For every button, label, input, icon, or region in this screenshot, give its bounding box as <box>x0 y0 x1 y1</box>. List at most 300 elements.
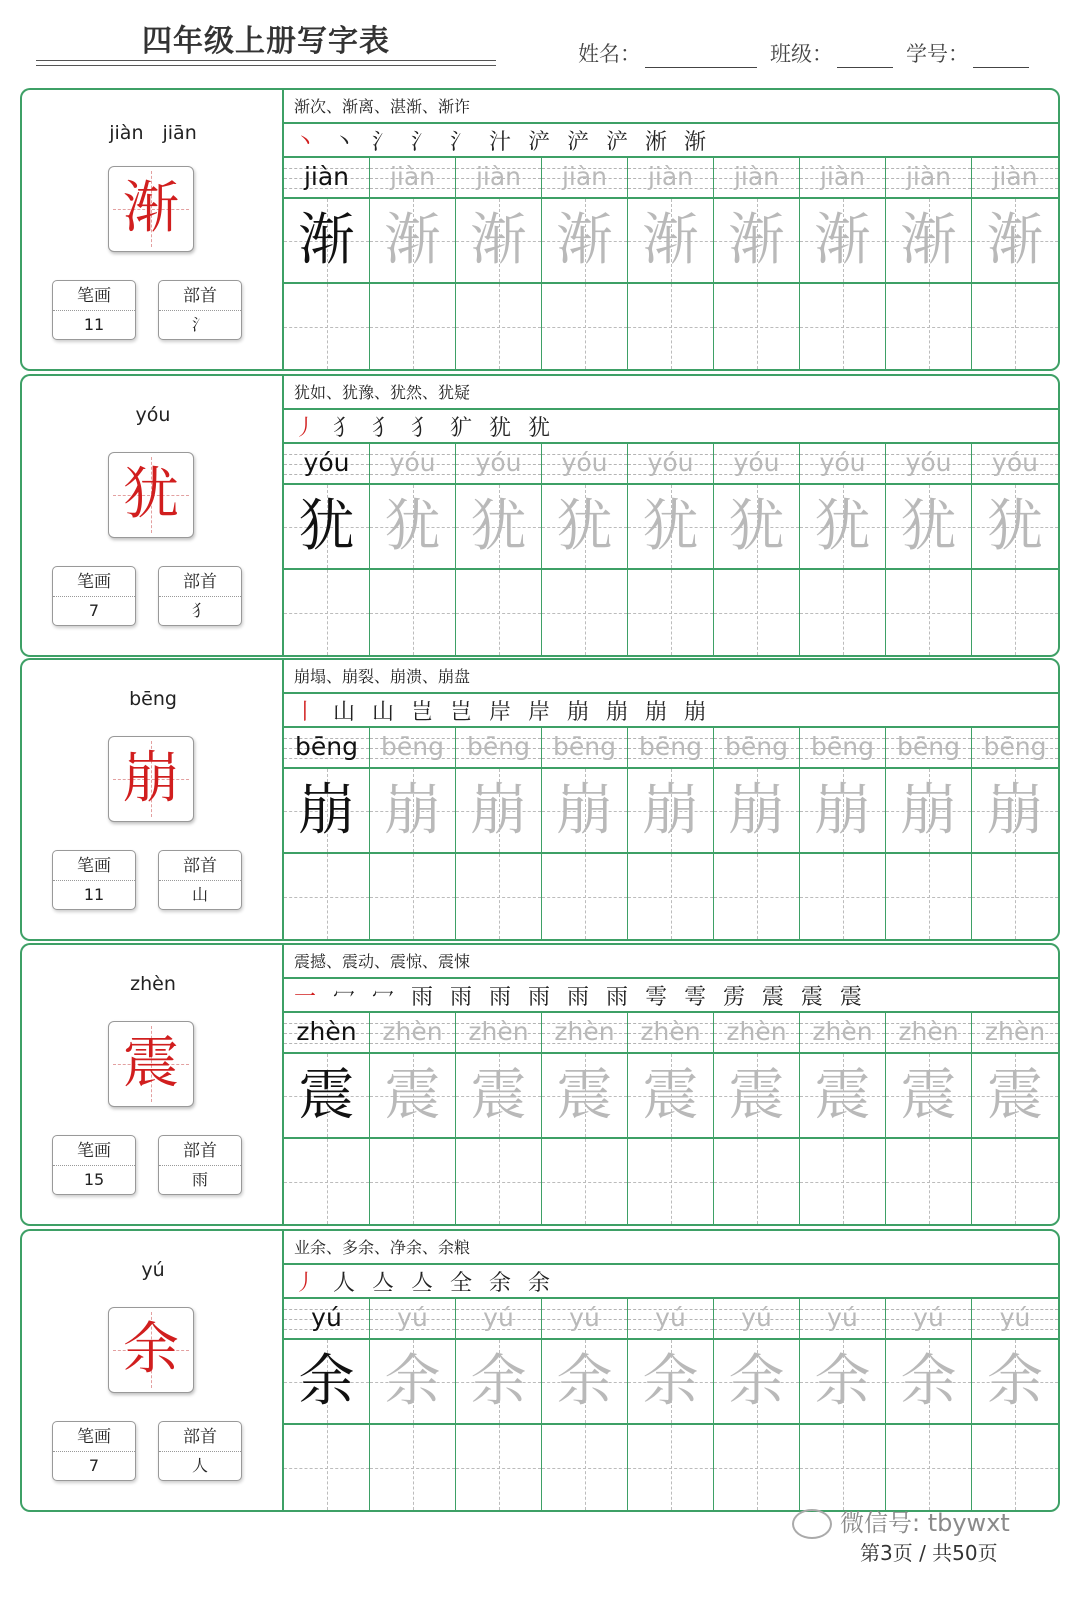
practice-pinyin: yóu <box>992 448 1038 477</box>
pinyin-cell[interactable] <box>542 728 627 769</box>
blank-writing-cell[interactable] <box>370 1139 455 1224</box>
radical-value: 人 <box>191 1456 208 1475</box>
practice-char: 震 <box>900 1062 957 1128</box>
pinyin-cell[interactable] <box>456 1013 541 1054</box>
practice-char: 余 <box>298 1348 355 1414</box>
blank-writing-cell[interactable] <box>542 854 627 939</box>
pinyin-cell[interactable] <box>284 444 369 485</box>
trace-cell[interactable] <box>714 769 799 854</box>
practice-pinyin: bēng <box>811 732 874 761</box>
pinyin-cell[interactable] <box>370 728 455 769</box>
blank-writing-cell[interactable] <box>542 284 627 369</box>
practice-char: 余 <box>642 1348 699 1414</box>
character-info-panel <box>20 1229 282 1512</box>
blank-writing-cell[interactable] <box>628 1425 713 1510</box>
practice-pinyin: zhèn <box>812 1017 873 1046</box>
trace-cell[interactable] <box>714 199 799 284</box>
practice-pinyin: yóu <box>647 448 694 477</box>
practice-pinyin: zhèn <box>554 1017 615 1046</box>
stroke-count-value: 11 <box>83 885 105 904</box>
model-character-box <box>108 736 194 822</box>
pinyin-cell[interactable] <box>714 158 799 199</box>
practice-char: 震 <box>298 1062 355 1128</box>
stroke-count-label: 笔画 <box>53 281 135 311</box>
practice-column <box>972 444 1058 655</box>
trace-cell[interactable] <box>284 1340 369 1425</box>
trace-cell[interactable] <box>370 1340 455 1425</box>
trace-cell[interactable] <box>284 769 369 854</box>
pinyin-cell[interactable] <box>628 728 713 769</box>
example-words: 崩塌、崩裂、崩溃、崩盘 <box>294 667 471 686</box>
blank-writing-cell[interactable] <box>542 1139 627 1224</box>
pinyin-cell[interactable] <box>542 1299 627 1340</box>
pinyin-cell[interactable] <box>456 1299 541 1340</box>
pinyin-cell[interactable] <box>370 1013 455 1054</box>
practice-column <box>714 158 800 369</box>
blank-writing-cell[interactable] <box>886 1139 971 1224</box>
pinyin-cell[interactable] <box>800 444 885 485</box>
practice-char: 渐 <box>384 207 441 273</box>
wechat-icon <box>792 1509 832 1539</box>
character-info-panel <box>20 88 282 371</box>
blank-writing-cell[interactable] <box>628 284 713 369</box>
title-underline <box>36 60 496 61</box>
radical-box <box>158 566 242 626</box>
practice-column <box>284 1013 370 1224</box>
name-blank[interactable] <box>645 42 757 68</box>
trace-cell[interactable] <box>628 1054 713 1139</box>
trace-cell[interactable] <box>456 199 541 284</box>
pinyin-cell[interactable] <box>800 1299 885 1340</box>
character-card <box>20 658 1060 941</box>
blank-writing-cell[interactable] <box>284 1425 369 1510</box>
radical-box <box>158 280 242 340</box>
practice-char: 犹 <box>987 493 1043 559</box>
practice-pinyin: zhèn <box>640 1017 701 1046</box>
trace-cell[interactable] <box>972 199 1058 284</box>
model-character-box <box>108 1021 194 1107</box>
practice-column <box>972 1299 1058 1510</box>
blank-writing-cell[interactable] <box>542 570 627 655</box>
blank-writing-cell[interactable] <box>800 854 885 939</box>
blank-writing-cell[interactable] <box>886 570 971 655</box>
pinyin-cell[interactable] <box>370 444 455 485</box>
pinyin-cell[interactable] <box>628 1013 713 1054</box>
trace-cell[interactable] <box>456 1054 541 1139</box>
pinyin-cell[interactable] <box>800 158 885 199</box>
practice-panel <box>282 943 1060 1226</box>
radical-box <box>158 1135 242 1195</box>
stroke-count-value: 15 <box>83 1170 105 1189</box>
practice-pinyin: jiàn <box>475 162 522 191</box>
name-field[interactable] <box>578 38 757 68</box>
practice-char: 渐 <box>728 207 785 273</box>
practice-char: 崩 <box>642 777 699 843</box>
trace-cell[interactable] <box>456 1340 541 1425</box>
stroke-count-label: 笔画 <box>53 1422 135 1452</box>
trace-cell[interactable] <box>628 1340 713 1425</box>
trace-cell[interactable] <box>886 1340 971 1425</box>
pinyin-cell[interactable] <box>370 1299 455 1340</box>
radical-box <box>158 1421 242 1481</box>
practice-column <box>628 1299 714 1510</box>
trace-cell[interactable] <box>972 1340 1058 1425</box>
stroke-order <box>294 411 555 442</box>
practice-column <box>628 158 714 369</box>
pinyin-cell[interactable] <box>886 444 971 485</box>
blank-writing-cell[interactable] <box>972 854 1058 939</box>
trace-cell[interactable] <box>800 199 885 284</box>
pinyin-label: jiàn jiān <box>109 122 197 144</box>
pinyin-cell[interactable] <box>800 1013 885 1054</box>
pinyin-cell[interactable] <box>628 158 713 199</box>
pinyin-cell[interactable] <box>628 444 713 485</box>
first-stroke: 丿 <box>294 416 322 441</box>
practice-column <box>800 444 886 655</box>
trace-cell[interactable] <box>886 485 971 570</box>
practice-pinyin: yú <box>741 1303 772 1332</box>
trace-cell[interactable] <box>542 199 627 284</box>
practice-column <box>542 1013 628 1224</box>
blank-writing-cell[interactable] <box>456 570 541 655</box>
trace-cell[interactable] <box>628 769 713 854</box>
trace-cell[interactable] <box>886 769 971 854</box>
practice-panel <box>282 88 1060 371</box>
practice-column <box>284 728 370 939</box>
blank-writing-cell[interactable] <box>800 1139 885 1224</box>
practice-char: 崩 <box>298 777 355 843</box>
trace-cell[interactable] <box>284 199 369 284</box>
practice-column <box>456 158 542 369</box>
example-words: 震撼、震动、震惊、震悚 <box>294 952 471 971</box>
practice-column <box>456 1299 542 1510</box>
practice-column <box>456 728 542 939</box>
practice-pinyin: zhèn <box>898 1017 959 1046</box>
trace-cell[interactable] <box>370 1054 455 1139</box>
practice-char: 渐 <box>814 207 871 273</box>
watermark <box>792 1503 1010 1539</box>
radical-label: 部首 <box>159 1422 241 1452</box>
trace-cell[interactable] <box>972 1054 1058 1139</box>
practice-grid <box>284 158 1058 369</box>
practice-pinyin: zhèn <box>468 1017 529 1046</box>
practice-char: 崩 <box>814 777 871 843</box>
practice-column <box>800 728 886 939</box>
blank-writing-cell[interactable] <box>714 570 799 655</box>
trace-cell[interactable] <box>370 769 455 854</box>
trace-cell[interactable] <box>370 485 455 570</box>
pinyin-cell[interactable] <box>714 728 799 769</box>
trace-cell[interactable] <box>284 485 369 570</box>
practice-pinyin: yóu <box>905 448 952 477</box>
practice-char: 余 <box>728 1348 785 1414</box>
practice-pinyin: bēng <box>639 732 702 761</box>
practice-column <box>284 444 370 655</box>
practice-pinyin: zhèn <box>726 1017 787 1046</box>
practice-char: 渐 <box>900 207 957 273</box>
trace-cell[interactable] <box>542 1340 627 1425</box>
blank-writing-cell[interactable] <box>456 854 541 939</box>
blank-writing-cell[interactable] <box>456 284 541 369</box>
pinyin-cell[interactable] <box>284 1013 369 1054</box>
trace-cell[interactable] <box>456 485 541 570</box>
practice-column <box>972 1013 1058 1224</box>
practice-column <box>456 444 542 655</box>
pinyin-cell[interactable] <box>284 1299 369 1340</box>
practice-column <box>714 728 800 939</box>
blank-writing-cell[interactable] <box>456 1425 541 1510</box>
practice-char: 震 <box>556 1062 613 1128</box>
stroke-count-label: 笔画 <box>53 567 135 597</box>
trace-cell[interactable] <box>714 1340 799 1425</box>
trace-cell[interactable] <box>628 199 713 284</box>
practice-pinyin: yóu <box>733 448 780 477</box>
practice-pinyin: jiàn <box>733 162 780 191</box>
trace-cell[interactable] <box>800 1054 885 1139</box>
practice-pinyin: yóu <box>561 448 608 477</box>
first-stroke: 丨 <box>294 700 322 725</box>
practice-column <box>542 158 628 369</box>
model-character: 犹 <box>123 462 179 527</box>
class-label: 班级： <box>770 42 833 66</box>
pinyin-cell[interactable] <box>886 1013 971 1054</box>
blank-writing-cell[interactable] <box>800 284 885 369</box>
blank-writing-cell[interactable] <box>886 284 971 369</box>
blank-writing-cell[interactable] <box>370 854 455 939</box>
pinyin-cell[interactable] <box>714 1299 799 1340</box>
pinyin-cell[interactable] <box>456 444 541 485</box>
pinyin-cell[interactable] <box>714 444 799 485</box>
watermark-text: 微信号: tbywxt <box>840 1509 1010 1537</box>
practice-pinyin: jiàn <box>905 162 952 191</box>
trace-cell[interactable] <box>886 1054 971 1139</box>
stroke-sequence: 山 山 岂 岂 岸 岸 崩 崩 崩 崩 <box>321 700 711 725</box>
practice-char: 余 <box>900 1348 957 1414</box>
character-card <box>20 374 1060 657</box>
blank-writing-cell[interactable] <box>972 1425 1058 1510</box>
practice-char: 震 <box>814 1062 871 1128</box>
practice-char: 渐 <box>987 207 1043 273</box>
practice-char: 崩 <box>987 777 1043 843</box>
blank-writing-cell[interactable] <box>800 1425 885 1510</box>
practice-column <box>370 444 456 655</box>
practice-char: 犹 <box>900 493 957 559</box>
blank-writing-cell[interactable] <box>628 1139 713 1224</box>
blank-writing-cell[interactable] <box>714 1139 799 1224</box>
stroke-count-label: 笔画 <box>53 851 135 881</box>
practice-char: 余 <box>987 1348 1043 1414</box>
character-card <box>20 943 1060 1226</box>
stroke-count-box <box>52 850 136 910</box>
practice-pinyin: jiàn <box>303 162 350 191</box>
practice-pinyin: bēng <box>983 732 1047 761</box>
blank-writing-cell[interactable] <box>456 1139 541 1224</box>
pinyin-cell[interactable] <box>714 1013 799 1054</box>
practice-column <box>542 444 628 655</box>
stroke-order <box>294 980 867 1011</box>
practice-column <box>714 1299 800 1510</box>
practice-pinyin: yú <box>827 1303 858 1332</box>
stroke-sequence: 冖 冖 雨 雨 雨 雨 雨 雨 雩 雩 雳 震 震 震 <box>321 985 867 1010</box>
radical-box <box>158 850 242 910</box>
trace-cell[interactable] <box>628 485 713 570</box>
blank-writing-cell[interactable] <box>800 570 885 655</box>
practice-char: 犹 <box>642 493 699 559</box>
blank-writing-cell[interactable] <box>886 854 971 939</box>
trace-cell[interactable] <box>972 769 1058 854</box>
stroke-count-box <box>52 280 136 340</box>
practice-pinyin: zhèn <box>984 1017 1046 1046</box>
practice-pinyin: bēng <box>725 732 788 761</box>
stroke-sequence: 人 亼 亼 全 余 余 <box>321 1271 555 1296</box>
class-blank[interactable] <box>837 42 893 68</box>
practice-pinyin: bēng <box>295 732 358 761</box>
pinyin-cell[interactable] <box>800 728 885 769</box>
practice-char: 余 <box>556 1348 613 1414</box>
practice-char: 余 <box>470 1348 527 1414</box>
trace-cell[interactable] <box>972 485 1058 570</box>
first-stroke: 丿 <box>294 1271 322 1296</box>
pinyin-label: zhèn <box>130 973 176 995</box>
practice-pinyin: jiàn <box>647 162 694 191</box>
practice-column <box>542 728 628 939</box>
radical-value: 氵 <box>191 315 208 334</box>
trace-cell[interactable] <box>284 1054 369 1139</box>
pinyin-cell[interactable] <box>542 158 627 199</box>
pinyin-cell[interactable] <box>972 1013 1058 1054</box>
practice-column <box>542 1299 628 1510</box>
stroke-sequence: 犭 犭 犭 犷 犹 犹 <box>321 416 555 441</box>
pinyin-cell[interactable] <box>972 158 1058 199</box>
pinyin-cell[interactable] <box>456 158 541 199</box>
practice-pinyin: zhèn <box>382 1017 443 1046</box>
first-stroke: 一 <box>294 985 322 1010</box>
practice-column <box>370 1013 456 1224</box>
trace-cell[interactable] <box>800 485 885 570</box>
blank-writing-cell[interactable] <box>542 1425 627 1510</box>
trace-cell[interactable] <box>886 199 971 284</box>
trace-cell[interactable] <box>456 769 541 854</box>
practice-char: 崩 <box>900 777 957 843</box>
trace-cell[interactable] <box>800 1340 885 1425</box>
pinyin-cell[interactable] <box>972 728 1058 769</box>
practice-column <box>886 158 972 369</box>
blank-writing-cell[interactable] <box>886 1425 971 1510</box>
id-blank[interactable] <box>973 42 1029 68</box>
pinyin-cell[interactable] <box>284 728 369 769</box>
trace-cell[interactable] <box>800 769 885 854</box>
practice-char: 余 <box>814 1348 871 1414</box>
radical-value: 雨 <box>191 1170 208 1189</box>
practice-pinyin: zhèn <box>296 1017 357 1046</box>
practice-pinyin: bēng <box>897 732 960 761</box>
practice-pinyin: yú <box>655 1303 686 1332</box>
stroke-count-box <box>52 1135 136 1195</box>
stroke-count-box <box>52 566 136 626</box>
trace-cell[interactable] <box>714 1054 799 1139</box>
blank-writing-cell[interactable] <box>370 1425 455 1510</box>
practice-char: 犹 <box>728 493 785 559</box>
practice-char: 崩 <box>470 777 527 843</box>
pinyin-cell[interactable] <box>886 728 971 769</box>
blank-writing-cell[interactable] <box>714 854 799 939</box>
practice-pinyin: yú <box>999 1303 1031 1332</box>
practice-pinyin: yóu <box>303 448 350 477</box>
example-words: 业余、多余、净余、余粮 <box>294 1238 471 1257</box>
blank-writing-cell[interactable] <box>284 570 369 655</box>
pinyin-cell[interactable] <box>542 1013 627 1054</box>
practice-pinyin: jiàn <box>389 162 436 191</box>
radical-label: 部首 <box>159 567 241 597</box>
blank-writing-cell[interactable] <box>284 854 369 939</box>
trace-cell[interactable] <box>542 1054 627 1139</box>
practice-panel <box>282 658 1060 941</box>
blank-writing-cell[interactable] <box>284 1139 369 1224</box>
stroke-order <box>294 125 711 156</box>
radical-label: 部首 <box>159 1136 241 1166</box>
practice-pinyin: yú <box>569 1303 600 1332</box>
blank-writing-cell[interactable] <box>370 284 455 369</box>
id-label: 学号： <box>906 42 969 66</box>
practice-pinyin: bēng <box>381 732 444 761</box>
blank-writing-cell[interactable] <box>972 570 1058 655</box>
practice-column <box>370 158 456 369</box>
trace-cell[interactable] <box>370 199 455 284</box>
practice-pinyin: yóu <box>475 448 522 477</box>
blank-writing-cell[interactable] <box>284 284 369 369</box>
trace-cell[interactable] <box>542 485 627 570</box>
radical-value: 山 <box>191 885 208 904</box>
pinyin-label: bēng <box>129 688 177 710</box>
model-character: 震 <box>123 1031 179 1096</box>
example-words: 渐次、渐离、湛渐、渐诈 <box>294 97 471 116</box>
pinyin-cell[interactable] <box>886 1299 971 1340</box>
blank-writing-cell[interactable] <box>628 854 713 939</box>
practice-column <box>714 444 800 655</box>
practice-char: 渐 <box>556 207 613 273</box>
pinyin-cell[interactable] <box>542 444 627 485</box>
radical-label: 部首 <box>159 281 241 311</box>
practice-pinyin: yú <box>311 1303 342 1332</box>
blank-writing-cell[interactable] <box>972 1139 1058 1224</box>
pinyin-cell[interactable] <box>628 1299 713 1340</box>
pinyin-cell[interactable] <box>370 158 455 199</box>
practice-column <box>886 1013 972 1224</box>
stroke-order <box>294 1266 555 1297</box>
pinyin-cell[interactable] <box>972 444 1058 485</box>
class-field[interactable] <box>770 38 893 68</box>
pinyin-cell[interactable] <box>972 1299 1058 1340</box>
practice-column <box>886 1299 972 1510</box>
blank-writing-cell[interactable] <box>714 284 799 369</box>
practice-column <box>628 1013 714 1224</box>
trace-cell[interactable] <box>714 485 799 570</box>
blank-writing-cell[interactable] <box>370 570 455 655</box>
blank-writing-cell[interactable] <box>628 570 713 655</box>
practice-pinyin: yú <box>913 1303 944 1332</box>
practice-panel <box>282 1229 1060 1512</box>
pinyin-cell[interactable] <box>886 158 971 199</box>
practice-column <box>800 1013 886 1224</box>
blank-writing-cell[interactable] <box>714 1425 799 1510</box>
blank-writing-cell[interactable] <box>972 284 1058 369</box>
pinyin-cell[interactable] <box>284 158 369 199</box>
id-field[interactable] <box>906 38 1029 68</box>
name-label: 姓名： <box>578 42 641 66</box>
pinyin-cell[interactable] <box>456 728 541 769</box>
trace-cell[interactable] <box>542 769 627 854</box>
practice-char: 震 <box>987 1062 1043 1128</box>
